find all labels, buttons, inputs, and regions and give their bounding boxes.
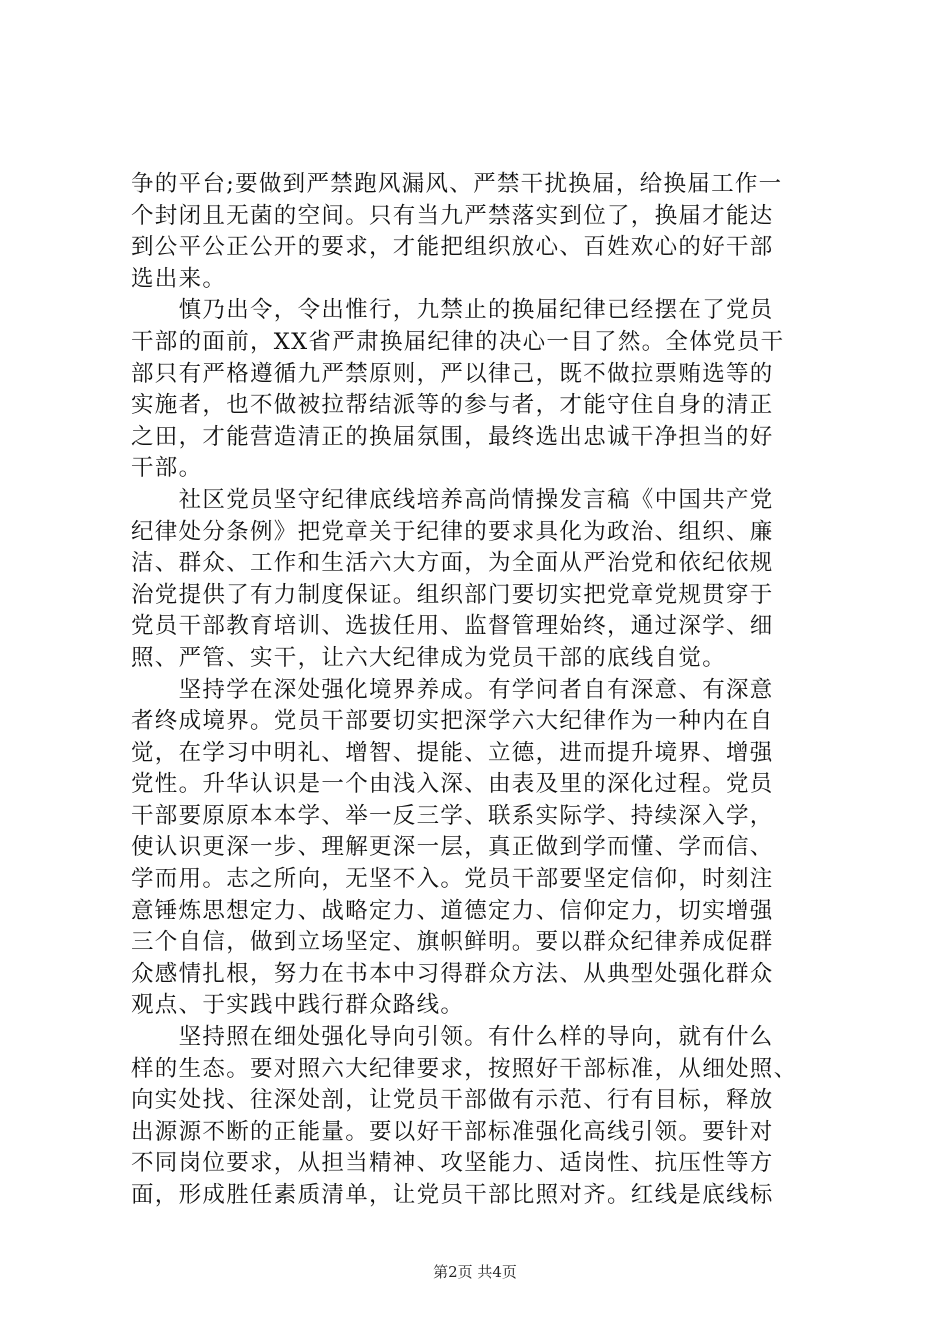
text-line: 到公平公正公开的要求，才能把组织放心、百姓欢心的好干部 (131, 234, 774, 261)
text-line: 选出来。 (131, 265, 227, 292)
text-line: 社区党员坚守纪律底线培养高尚情操发言稿《中国共产党 (131, 486, 774, 513)
text-line: 干部的面前，XX省严肃换届纪律的决心一目了然。全体党员干 (131, 328, 785, 355)
text-line: 者终成境界。党员干部要切实把深学六大纪律作为一种内在自 (131, 708, 774, 735)
text-line: 使认识更深一步、理解更深一层，真正做到学而懂、学而信、 (131, 834, 774, 861)
text-line: 之田，才能营造清正的换届氛围，最终选出忠诚干净担当的好 (131, 423, 774, 450)
text-line: 三个自信，做到立场坚定、旗帜鲜明。要以群众纪律养成促群 (131, 929, 774, 956)
text-line: 觉，在学习中明礼、增智、提能、立德，进而提升境界、增强 (131, 739, 774, 766)
text-line: 不同岗位要求，从担当精神、攻坚能力、适岗性、抗压性等方 (131, 1150, 774, 1177)
text-line: 面，形成胜任素质清单，让党员干部比照对齐。红线是底线标 (131, 1182, 774, 1208)
text-line: 实施者，也不做被拉帮结派等的参与者，才能守住自身的清正 (131, 392, 774, 419)
text-line: 坚持照在细处强化导向引领。有什么样的导向，就有什么 (131, 1024, 774, 1051)
text-line: 干部要原原本本学、举一反三学、联系实际学、持续深入学， (131, 802, 774, 829)
text-line: 个封闭且无菌的空间。只有当九严禁落实到位了，换届才能达 (131, 202, 774, 229)
text-line: 向实处找、往深处剖，让党员干部做有示范、行有目标，释放 (131, 1087, 774, 1114)
text-line: 干部。 (131, 455, 203, 482)
text-line: 治党提供了有力制度保证。组织部门要切实把党章党规贯穿于 (131, 581, 774, 608)
text-line: 党员干部教育培训、选拔任用、监督管理始终，通过深学、细 (131, 613, 774, 640)
text-line: 照、严管、实干，让六大纪律成为党员干部的底线自觉。 (131, 644, 727, 671)
text-line: 众感情扎根，努力在书本中习得群众方法、从典型处强化群众 (131, 960, 774, 987)
text-line: 样的生态。要对照六大纪律要求，按照好干部标准，从细处照、 (131, 1055, 798, 1082)
page-number-footer: 第2页 共4页 (433, 1263, 517, 1281)
text-line: 出源源不断的正能量。要以好干部标准强化高线引领。要针对 (131, 1118, 774, 1145)
text-line: 慎乃出令，令出惟行，九禁止的换届纪律已经摆在了党员 (131, 297, 774, 324)
text-line: 洁、群众、工作和生活六大方面，为全面从严治党和依纪依规 (131, 550, 774, 577)
text-line: 纪律处分条例》把党章关于纪律的要求具化为政治、组织、廉 (131, 518, 774, 545)
text-line: 党性。升华认识是一个由浅入深、由表及里的深化过程。党员 (131, 771, 774, 798)
document-body (131, 169, 831, 1212)
text-line: 意锤炼思想定力、战略定力、道德定力、信仰定力，切实增强 (131, 897, 774, 924)
text-line: 部只有严格遵循九严禁原则，严以律己，既不做拉票贿选等的 (131, 360, 774, 387)
text-line: 坚持学在深处强化境界养成。有学问者自有深意、有深意 (131, 676, 774, 703)
text-line: 观点、于实践中践行群众路线。 (131, 992, 465, 1019)
text-line: 学而用。志之所向，无坚不入。党员干部要坚定信仰，时刻注 (131, 866, 774, 893)
text-line: 争的平台;要做到严禁跑风漏风、严禁干扰换届，给换届工作一 (131, 171, 783, 197)
